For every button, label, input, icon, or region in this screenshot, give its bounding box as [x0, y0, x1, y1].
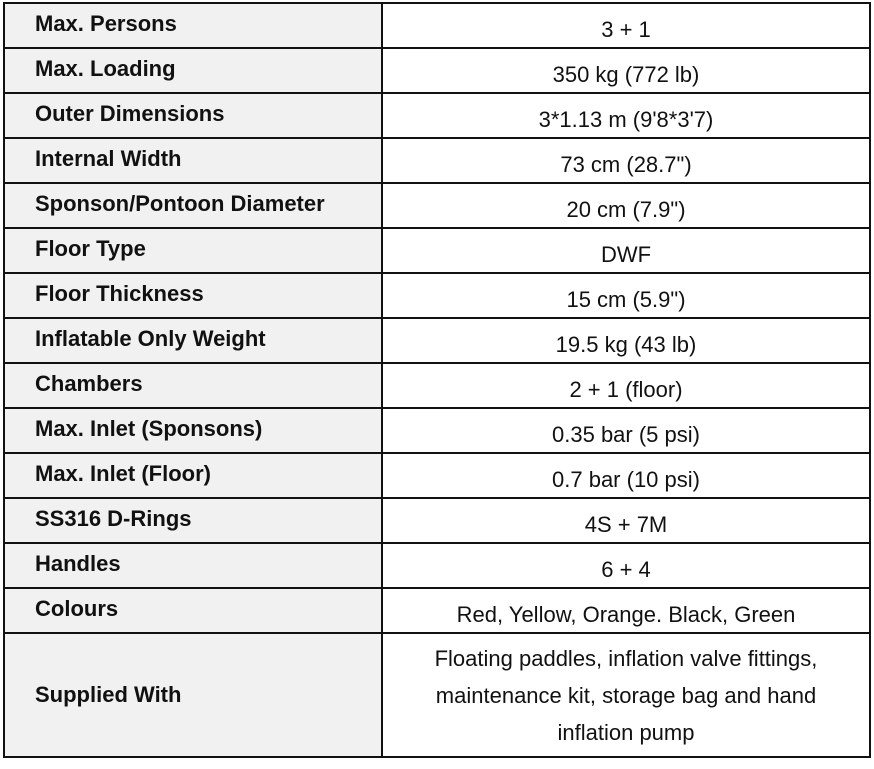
- row-label: Colours: [4, 588, 382, 633]
- row-value: 15 cm (5.9"): [382, 273, 870, 318]
- row-value: Red, Yellow, Orange. Black, Green: [382, 588, 870, 633]
- row-label: Max. Persons: [4, 3, 382, 48]
- row-label: Inflatable Only Weight: [4, 318, 382, 363]
- row-value: 4S + 7M: [382, 498, 870, 543]
- row-value: 6 + 4: [382, 543, 870, 588]
- table-row: [4, 48, 870, 93]
- row-value: 73 cm (28.7"): [382, 138, 870, 183]
- row-label: Max. Loading: [4, 48, 382, 93]
- row-value: 0.35 bar (5 psi): [382, 408, 870, 453]
- row-label: Handles: [4, 543, 382, 588]
- row-value: DWF: [382, 228, 870, 273]
- row-value: 3 + 1: [382, 3, 870, 48]
- table-row: [4, 228, 870, 273]
- table-row: [4, 363, 870, 408]
- row-value: 0.7 bar (10 psi): [382, 453, 870, 498]
- row-label: Sponson/Pontoon Diameter: [4, 183, 382, 228]
- table-row: [4, 408, 870, 453]
- value-line: inflation pump: [557, 719, 695, 745]
- specifications-table: [3, 2, 871, 758]
- row-label: Floor Thickness: [4, 273, 382, 318]
- row-label: SS316 D-Rings: [4, 498, 382, 543]
- row-label: Max. Inlet (Sponsons): [4, 408, 382, 453]
- row-value: 350 kg (772 lb): [382, 48, 870, 93]
- row-label: Floor Type: [4, 228, 382, 273]
- table-row: [4, 138, 870, 183]
- table-row: [4, 3, 870, 48]
- value-line: maintenance kit, storage bag and hand: [435, 682, 817, 708]
- table-row: [4, 93, 870, 138]
- row-value-multiline: [382, 633, 870, 757]
- table-row: [4, 588, 870, 633]
- row-label: Outer Dimensions: [4, 93, 382, 138]
- value-line: Floating paddles, inflation valve fittings,: [434, 645, 818, 671]
- table-row: [4, 633, 870, 757]
- row-label: Chambers: [4, 363, 382, 408]
- row-label: Max. Inlet (Floor): [4, 453, 382, 498]
- table-row: [4, 543, 870, 588]
- table-row: [4, 183, 870, 228]
- row-value: 3*1.13 m (9'8*3'7): [382, 93, 870, 138]
- row-value: 20 cm (7.9"): [382, 183, 870, 228]
- row-value: 2 + 1 (floor): [382, 363, 870, 408]
- row-value: 19.5 kg (43 lb): [382, 318, 870, 363]
- row-label: Supplied With: [4, 633, 382, 757]
- table-row: [4, 453, 870, 498]
- table-row: [4, 498, 870, 543]
- table-row: [4, 273, 870, 318]
- table-row: [4, 318, 870, 363]
- row-label: Internal Width: [4, 138, 382, 183]
